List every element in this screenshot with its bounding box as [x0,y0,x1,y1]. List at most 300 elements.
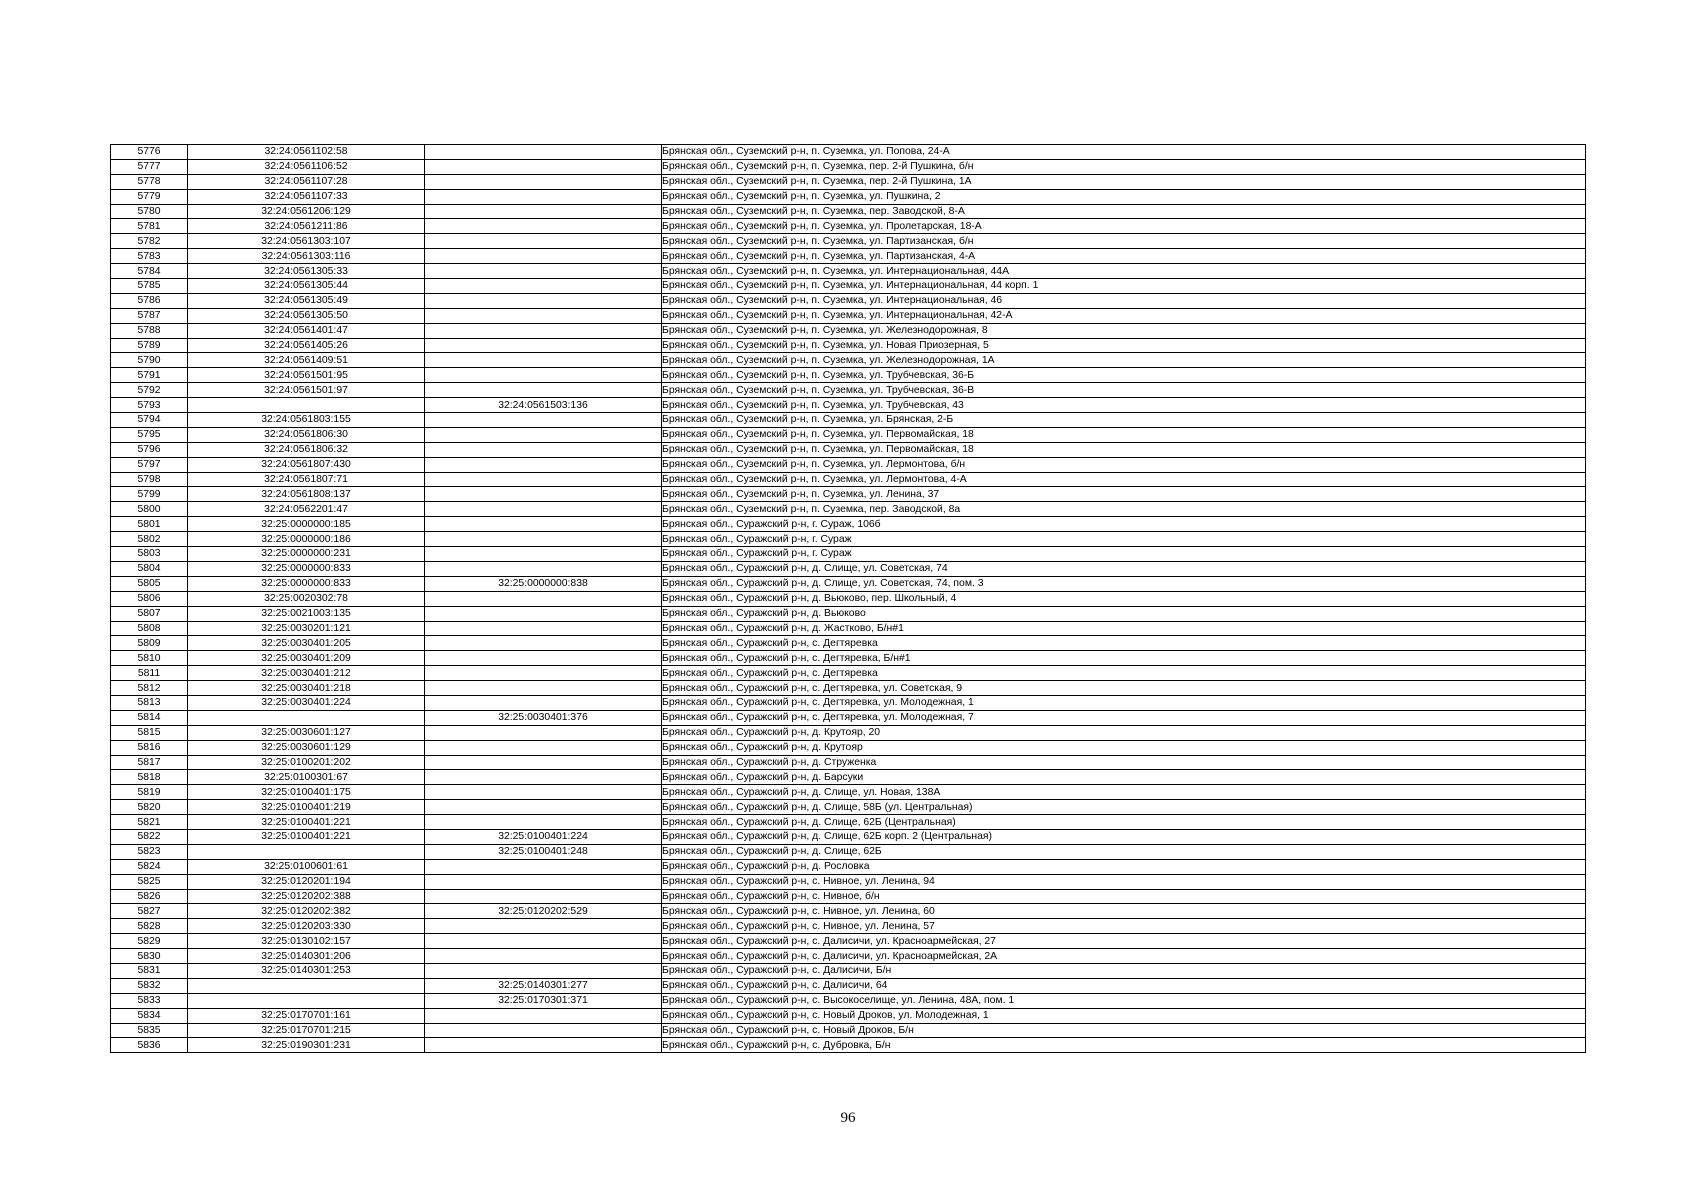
cadastral-number-secondary-cell [425,472,662,487]
table-row [111,978,1585,993]
row-number-cell: 5819 [111,785,188,800]
table-row [111,785,1585,800]
cadastral-number-secondary-cell [425,264,662,279]
cadastral-number-cell: 32:25:0140301:206 [188,949,425,964]
row-number-cell: 5801 [111,517,188,532]
cadastral-number-secondary-cell [425,725,662,740]
address-cell: Брянская обл., Суражский р-н, д. Крутояр, 20 [662,725,1586,740]
address-cell: Брянская обл., Суражский р-н, д. Жастково, Б/н#1 [662,621,1586,636]
table-row [111,829,1585,844]
row-number-cell: 5795 [111,427,188,442]
row-number-cell: 5799 [111,487,188,502]
address-cell: Брянская обл., Суземский р-н, п. Суземка, пер. Заводской, 8а [662,502,1586,517]
row-number-cell: 5821 [111,815,188,830]
table-row [111,591,1585,606]
table-row [111,561,1585,576]
cadastral-number-cell: 32:24:0561501:97 [188,383,425,398]
cadastral-number-secondary-cell [425,353,662,368]
table-row [111,249,1585,264]
table-row [111,517,1585,532]
cadastral-number-secondary-cell [425,561,662,576]
address-cell: Брянская обл., Суземский р-н, п. Суземка, ул. Партизанская, 4-А [662,249,1586,264]
cadastral-number-secondary-cell [425,963,662,978]
cadastral-number-secondary-cell [425,1023,662,1038]
address-cell: Брянская обл., Суражский р-н, д. Слище, 58Б (ул. Центральная) [662,800,1586,815]
table-row [111,666,1585,681]
address-cell: Брянская обл., Суражский р-н, с. Дегтяревка, ул. Молодежная, 1 [662,695,1586,710]
address-cell: Брянская обл., Суражский р-н, с. Дегтяревка, ул. Советская, 9 [662,681,1586,696]
row-number-cell: 5826 [111,889,188,904]
row-number-cell: 5833 [111,993,188,1008]
address-cell: Брянская обл., Суземский р-н, п. Суземка, ул. Железнодорожная, 8 [662,323,1586,338]
address-cell: Брянская обл., Суземский р-н, п. Суземка, ул. Интернациональная, 44 корп. 1 [662,279,1586,294]
cadastral-number-secondary-cell [425,174,662,189]
table-row [111,293,1585,308]
table-row [111,770,1585,785]
cadastral-number-cell: 32:24:0561501:95 [188,368,425,383]
row-number-cell: 5780 [111,204,188,219]
cadastral-number-cell: 32:25:0030401:218 [188,681,425,696]
table-row [111,159,1585,174]
address-cell: Брянская обл., Суражский р-н, с. Нивное, б/н [662,889,1586,904]
row-number-cell: 5778 [111,174,188,189]
cadastral-number-cell [188,993,425,1008]
row-number-cell: 5800 [111,502,188,517]
table-row [111,904,1585,919]
cadastral-number-secondary-cell [425,517,662,532]
cadastral-number-cell: 32:24:0561803:155 [188,413,425,428]
table-row [111,636,1585,651]
cadastral-number-cell: 32:25:0100401:219 [188,800,425,815]
row-number-cell: 5817 [111,755,188,770]
row-number-cell: 5798 [111,472,188,487]
cadastral-number-cell: 32:25:0021003:135 [188,606,425,621]
address-cell: Брянская обл., Суражский р-н, д. Слище, ул. Советская, 74, пом. 3 [662,576,1586,591]
row-number-cell: 5823 [111,844,188,859]
address-cell: Брянская обл., Суражский р-н, д. Слище, ул. Новая, 138А [662,785,1586,800]
address-cell: Брянская обл., Суземский р-н, п. Суземка, пер. 2-й Пушкина, 1А [662,174,1586,189]
table-row [111,472,1585,487]
address-cell: Брянская обл., Суземский р-н, п. Суземка, пер. Заводской, 8-А [662,204,1586,219]
table-row [111,383,1585,398]
cadastral-number-cell: 32:25:0130102:157 [188,934,425,949]
address-cell: Брянская обл., Суражский р-н, с. Далисичи, ул. Красноармейская, 2А [662,949,1586,964]
address-cell: Брянская обл., Суземский р-н, п. Суземка, ул. Партизанская, б/н [662,234,1586,249]
cadastral-number-cell: 32:24:0561303:116 [188,249,425,264]
cadastral-number-secondary-cell: 32:25:0140301:277 [425,978,662,993]
cadastral-number-cell: 32:24:0561305:49 [188,293,425,308]
cadastral-number-cell: 32:25:0100401:221 [188,829,425,844]
row-number-cell: 5793 [111,398,188,413]
address-cell: Брянская обл., Суражский р-н, с. Высокоселище, ул. Ленина, 48А, пом. 1 [662,993,1586,1008]
cadastral-number-secondary-cell [425,636,662,651]
address-cell: Брянская обл., Суземский р-н, п. Суземка, ул. Пушкина, 2 [662,189,1586,204]
row-number-cell: 5818 [111,770,188,785]
row-number-cell: 5790 [111,353,188,368]
cadastral-number-cell: 32:25:0030401:212 [188,666,425,681]
table-row [111,323,1585,338]
row-number-cell: 5814 [111,710,188,725]
cadastral-number-secondary-cell: 32:25:0030401:376 [425,710,662,725]
cadastral-number-secondary-cell [425,934,662,949]
row-number-cell: 5792 [111,383,188,398]
cadastral-number-cell: 32:25:0030401:205 [188,636,425,651]
address-cell: Брянская обл., Суземский р-н, п. Суземка, ул. Трубчевская, 43 [662,398,1586,413]
address-cell: Брянская обл., Суземский р-н, п. Суземка, ул. Лермонтова, б/н [662,457,1586,472]
table-row [111,844,1585,859]
cadastral-number-cell: 32:25:0030601:127 [188,725,425,740]
cadastral-number-secondary-cell: 32:25:0100401:224 [425,829,662,844]
row-number-cell: 5815 [111,725,188,740]
cadastral-number-secondary-cell [425,323,662,338]
row-number-cell: 5824 [111,859,188,874]
address-cell: Брянская обл., Суземский р-н, п. Суземка, ул. Интернациональная, 44А [662,264,1586,279]
table-row [111,963,1585,978]
table-row [111,576,1585,591]
address-cell: Брянская обл., Суражский р-н, д. Рословка [662,859,1586,874]
row-number-cell: 5806 [111,591,188,606]
cadastral-number-secondary-cell [425,457,662,472]
address-cell: Брянская обл., Суражский р-н, с. Новый Дроков, Б/н [662,1023,1586,1038]
address-cell: Брянская обл., Суражский р-н, с. Дегтяревка [662,636,1586,651]
table-row [111,710,1585,725]
table-row [111,949,1585,964]
cadastral-number-secondary-cell [425,249,662,264]
cadastral-number-secondary-cell [425,308,662,323]
cadastral-number-cell [188,710,425,725]
cadastral-number-cell: 32:25:0120202:382 [188,904,425,919]
cadastral-number-secondary-cell [425,859,662,874]
table-row [111,547,1585,562]
table-row [111,681,1585,696]
address-cell: Брянская обл., Суземский р-н, п. Суземка, ул. Пролетарская, 18-А [662,219,1586,234]
cadastral-number-secondary-cell [425,159,662,174]
row-number-cell: 5831 [111,963,188,978]
table-row [111,442,1585,457]
cadastral-number-cell: 32:25:0140301:253 [188,963,425,978]
cadastral-number-secondary-cell: 32:25:0120202:529 [425,904,662,919]
row-number-cell: 5835 [111,1023,188,1038]
cadastral-number-secondary-cell [425,606,662,621]
row-number-cell: 5788 [111,323,188,338]
cadastral-number-cell: 32:25:0030401:209 [188,651,425,666]
row-number-cell: 5834 [111,1008,188,1023]
cadastral-number-secondary-cell: 32:24:0561503:136 [425,398,662,413]
table-row [111,353,1585,368]
cadastral-number-secondary-cell [425,293,662,308]
table-row [111,174,1585,189]
row-number-cell: 5829 [111,934,188,949]
cadastral-number-cell: 32:24:0561807:430 [188,457,425,472]
cadastral-number-cell: 32:25:0120201:194 [188,874,425,889]
row-number-cell: 5797 [111,457,188,472]
table-row [111,398,1585,413]
row-number-cell: 5812 [111,681,188,696]
table-row [111,204,1585,219]
table-row [111,145,1585,159]
cadastral-number-cell: 32:25:0030201:121 [188,621,425,636]
address-cell: Брянская обл., Суземский р-н, п. Суземка, ул. Новая Приозерная, 5 [662,338,1586,353]
cadastral-number-cell: 32:25:0000000:186 [188,532,425,547]
address-cell: Брянская обл., Суземский р-н, п. Суземка, ул. Интернациональная, 42-А [662,308,1586,323]
row-number-cell: 5784 [111,264,188,279]
cadastral-number-cell: 32:24:0561401:47 [188,323,425,338]
cadastral-number-cell: 32:25:0030601:129 [188,740,425,755]
cadastral-number-cell [188,844,425,859]
address-cell: Брянская обл., Суземский р-н, п. Суземка, ул. Первомайская, 18 [662,427,1586,442]
address-cell: Брянская обл., Суражский р-н, с. Новый Дроков, ул. Молодежная, 1 [662,1008,1586,1023]
row-number-cell: 5828 [111,919,188,934]
cadastral-number-cell: 32:24:0561206:129 [188,204,425,219]
cadastral-number-cell: 32:24:0562201:47 [188,502,425,517]
cadastral-number-secondary-cell [425,219,662,234]
cadastral-number-cell: 32:25:0000000:231 [188,547,425,562]
table-row [111,1008,1585,1023]
address-cell: Брянская обл., Суземский р-н, п. Суземка, ул. Лермонтова, 4-А [662,472,1586,487]
cadastral-number-cell: 32:24:0561409:51 [188,353,425,368]
table-row [111,413,1585,428]
row-number-cell: 5809 [111,636,188,651]
table-row [111,487,1585,502]
address-cell: Брянская обл., Суражский р-н, с. Нивное, ул. Ленина, 57 [662,919,1586,934]
cadastral-number-secondary-cell [425,666,662,681]
row-number-cell: 5787 [111,308,188,323]
cadastral-number-cell: 32:25:0190301:231 [188,1038,425,1052]
row-number-cell: 5786 [111,293,188,308]
cadastral-number-cell: 32:25:0100401:221 [188,815,425,830]
table-row [111,800,1585,815]
row-number-cell: 5827 [111,904,188,919]
address-cell: Брянская обл., Суражский р-н, с. Нивное, ул. Ленина, 60 [662,904,1586,919]
table-row [111,1023,1585,1038]
cadastral-number-cell: 32:24:0561405:26 [188,338,425,353]
table-row [111,725,1585,740]
address-cell: Брянская обл., Суземский р-н, п. Суземка, ул. Попова, 24-А [662,145,1586,159]
cadastral-number-secondary-cell [425,591,662,606]
address-cell: Брянская обл., Суражский р-н, г. Сураж, 106б [662,517,1586,532]
table-row [111,621,1585,636]
cadastral-number-cell: 32:25:0020302:78 [188,591,425,606]
table-row [111,308,1585,323]
row-number-cell: 5832 [111,978,188,993]
cadastral-number-secondary-cell [425,785,662,800]
table-row [111,606,1585,621]
cadastral-number-secondary-cell [425,755,662,770]
cadastral-number-secondary-cell: 32:25:0170301:371 [425,993,662,1008]
table-row [111,234,1585,249]
cadastral-number-secondary-cell [425,413,662,428]
cadastral-number-secondary-cell [425,204,662,219]
cadastral-number-secondary-cell [425,740,662,755]
table-row [111,651,1585,666]
cadastral-number-cell: 32:24:0561107:28 [188,174,425,189]
table-row [111,919,1585,934]
address-cell: Брянская обл., Суражский р-н, д. Струженка [662,755,1586,770]
row-number-cell: 5804 [111,561,188,576]
row-number-cell: 5805 [111,576,188,591]
cadastral-number-secondary-cell [425,427,662,442]
address-cell: Брянская обл., Суражский р-н, с. Дубровка, Б/н [662,1039,891,1051]
cadastral-number-cell [188,398,425,413]
cadastral-number-secondary-cell: 32:25:0000000:838 [425,576,662,591]
address-cell: Брянская обл., Суражский р-н, с. Дегтяревка [662,666,1586,681]
row-number-cell: 5779 [111,189,188,204]
row-number-cell: 5822 [111,829,188,844]
table-row [111,427,1585,442]
cadastral-number-secondary-cell [425,815,662,830]
registry-table-body [111,145,1585,1052]
cadastral-number-secondary-cell [425,547,662,562]
row-number-cell: 5813 [111,695,188,710]
row-number-cell: 5810 [111,651,188,666]
row-number-cell: 5811 [111,666,188,681]
row-number-cell: 5836 [111,1038,188,1052]
address-cell: Брянская обл., Суземский р-н, п. Суземка, ул. Ленина, 37 [662,487,1586,502]
address-cell: Брянская обл., Суражский р-н, г. Сураж [662,532,1586,547]
address-cell: Брянская обл., Суражский р-н, г. Сураж [662,547,1586,562]
address-cell: Брянская обл., Суземский р-н, п. Суземка, ул. Интернациональная, 46 [662,293,1586,308]
table-row [111,532,1585,547]
cadastral-number-cell: 32:25:0170701:161 [188,1008,425,1023]
cadastral-number-secondary-cell [425,874,662,889]
cadastral-number-secondary-cell [425,651,662,666]
address-cell: Брянская обл., Суражский р-н, д. Вьюково [662,606,1586,621]
cadastral-number-secondary-cell [425,681,662,696]
row-number-cell: 5785 [111,279,188,294]
cadastral-number-secondary-cell [425,1038,662,1052]
cadastral-number-cell: 32:24:0561305:33 [188,264,425,279]
row-number-cell: 5781 [111,219,188,234]
row-number-cell: 5789 [111,338,188,353]
row-number-cell: 5791 [111,368,188,383]
row-number-cell: 5816 [111,740,188,755]
table-row [111,755,1585,770]
address-cell: Брянская обл., Суземский р-н, п. Суземка, ул. Трубчевская, 36-В [662,383,1586,398]
address-cell: Брянская обл., Суземский р-н, п. Суземка, ул. Трубчевская, 36-Б [662,368,1586,383]
address-cell: Брянская обл., Суражский р-н, с. Нивное, ул. Ленина, 94 [662,874,1586,889]
address-cell: Брянская обл., Суражский р-н, с. Далисичи, Б/н [662,963,1586,978]
cadastral-number-secondary-cell [425,621,662,636]
cadastral-number-secondary-cell [425,368,662,383]
address-cell: Брянская обл., Суражский р-н, д. Слище, 62Б корп. 2 (Центральная) [662,829,1586,844]
address-cell: Брянская обл., Суражский р-н, д. Вьюково, пер. Школьный, 4 [662,591,1586,606]
table-row [111,934,1585,949]
cadastral-number-cell: 32:25:0100601:61 [188,859,425,874]
cadastral-number-cell [188,978,425,993]
address-cell: Брянская обл., Суземский р-н, п. Суземка, ул. Первомайская, 18 [662,442,1586,457]
row-number-cell: 5783 [111,249,188,264]
table-row [111,457,1585,472]
cadastral-number-cell: 32:25:0100301:67 [188,770,425,785]
row-number-cell: 5776 [111,145,188,159]
cadastral-number-cell: 32:25:0170701:215 [188,1023,425,1038]
row-number-cell: 5820 [111,800,188,815]
cadastral-number-cell: 32:24:0561305:50 [188,308,425,323]
cadastral-number-secondary-cell [425,279,662,294]
cadastral-number-cell: 32:24:0561106:52 [188,159,425,174]
cadastral-number-cell: 32:25:0120203:330 [188,919,425,934]
cadastral-number-cell: 32:25:0120202:388 [188,889,425,904]
cadastral-number-cell: 32:25:0000000:833 [188,561,425,576]
cadastral-number-secondary-cell: 32:25:0100401:248 [425,844,662,859]
table-row [111,264,1585,279]
cadastral-number-secondary-cell [425,338,662,353]
cadastral-number-secondary-cell [425,502,662,517]
cadastral-number-cell: 32:24:0561107:33 [188,189,425,204]
address-cell: Брянская обл., Суражский р-н, д. Барсуки [662,770,1586,785]
address-cell: Брянская обл., Суражский р-н, с. Дегтяревка, ул. Молодежная, 7 [662,710,1586,725]
cadastral-number-cell: 32:24:0561305:44 [188,279,425,294]
row-number-cell: 5808 [111,621,188,636]
row-number-cell: 5825 [111,874,188,889]
table-row [111,279,1585,294]
cadastral-number-cell: 32:25:0000000:185 [188,517,425,532]
cadastral-number-secondary-cell [425,189,662,204]
address-cell: Брянская обл., Суземский р-н, п. Суземка, пер. 2-й Пушкина, б/н [662,159,1586,174]
cadastral-number-secondary-cell [425,695,662,710]
row-number-cell: 5777 [111,159,188,174]
address-cell: Брянская обл., Суземский р-н, п. Суземка, ул. Железнодорожная, 1А [662,353,1586,368]
table-row [111,219,1585,234]
row-number-cell: 5803 [111,547,188,562]
cadastral-number-secondary-cell [425,949,662,964]
table-row [111,1038,1585,1052]
cadastral-number-secondary-cell [425,442,662,457]
registry-table [111,145,1585,1052]
cadastral-number-secondary-cell [425,487,662,502]
table-row [111,502,1585,517]
cadastral-number-cell: 32:24:0561102:58 [188,145,425,159]
cadastral-number-secondary-cell [425,1008,662,1023]
address-cell: Брянская обл., Суражский р-н, д. Слище, ул. Советская, 74 [662,561,1586,576]
registry-table-frame [110,144,1586,1053]
cadastral-number-secondary-cell [425,770,662,785]
row-number-cell: 5802 [111,532,188,547]
table-row [111,189,1585,204]
cadastral-number-secondary-cell [425,383,662,398]
cadastral-number-secondary-cell [425,145,662,159]
table-row [111,889,1585,904]
cadastral-number-cell: 32:24:0561806:32 [188,442,425,457]
row-number-cell: 5794 [111,413,188,428]
address-cell: Брянская обл., Суражский р-н, с. Далисичи, 64 [662,978,1586,993]
table-row [111,874,1585,889]
table-row [111,740,1585,755]
address-cell: Брянская обл., Суражский р-н, д. Крутояр [662,740,1586,755]
cadastral-number-cell: 32:24:0561211:86 [188,219,425,234]
cadastral-number-cell: 32:25:0000000:833 [188,576,425,591]
address-cell: Брянская обл., Суражский р-н, с. Дегтяревка, Б/н#1 [662,651,1586,666]
cadastral-number-cell: 32:24:0561807:71 [188,472,425,487]
cadastral-number-secondary-cell [425,234,662,249]
cadastral-number-cell: 32:25:0100201:202 [188,755,425,770]
cadastral-number-secondary-cell [425,800,662,815]
cadastral-number-secondary-cell [425,919,662,934]
address-cell: Брянская обл., Суражский р-н, с. Далисичи, ул. Красноармейская, 27 [662,934,1586,949]
cadastral-number-cell: 32:24:0561808:137 [188,487,425,502]
row-number-cell: 5807 [111,606,188,621]
table-row [111,695,1585,710]
page-number: 96 [840,1110,856,1126]
cadastral-number-cell: 32:24:0561303:107 [188,234,425,249]
cadastral-number-cell: 32:25:0100401:175 [188,785,425,800]
table-row [111,368,1585,383]
address-cell: Брянская обл., Суражский р-н, д. Слище, 62Б [662,844,1586,859]
cadastral-number-cell: 32:25:0030401:224 [188,695,425,710]
row-number-cell: 5796 [111,442,188,457]
cadastral-number-secondary-cell [425,532,662,547]
address-cell: Брянская обл., Суземский р-н, п. Суземка, ул. Брянская, 2-Б [662,413,1586,428]
